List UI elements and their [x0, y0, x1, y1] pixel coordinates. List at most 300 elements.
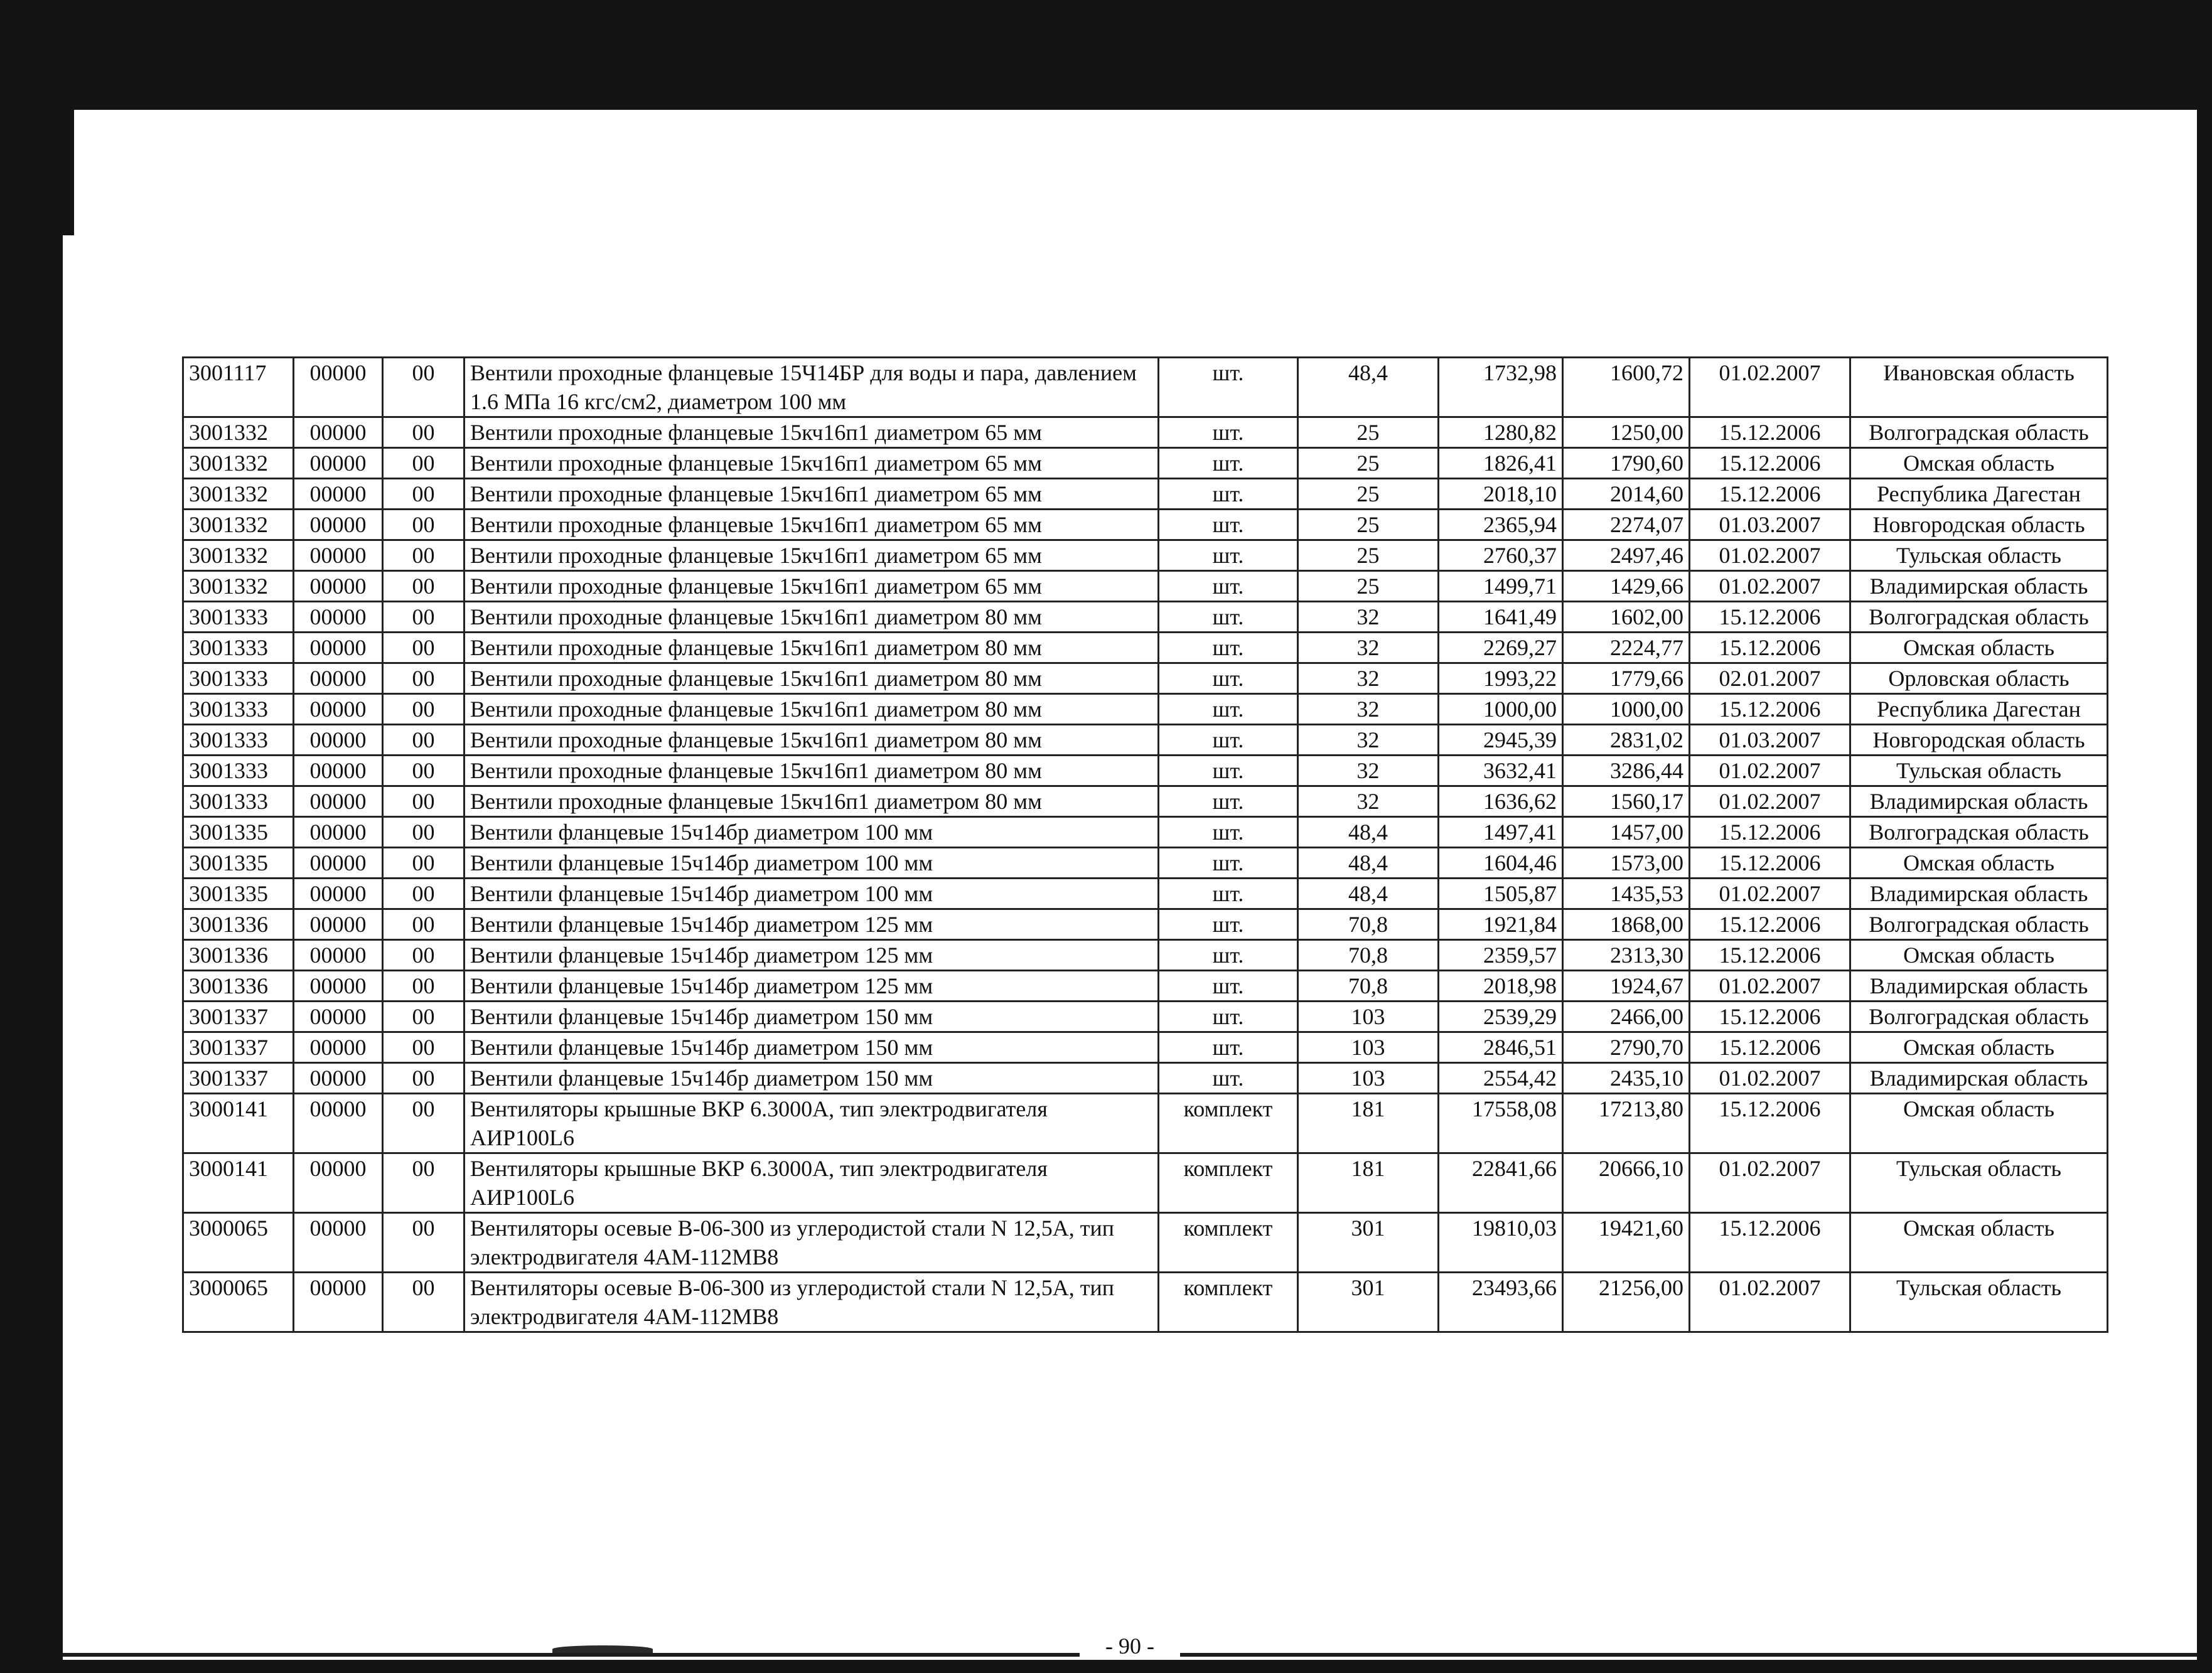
cell-region: Владимирская область: [1850, 1063, 2108, 1094]
table-row: [183, 633, 2108, 663]
cell-weight: 48,4: [1298, 848, 1439, 879]
cell-code: 3001336: [183, 971, 294, 1002]
cell-description: Вентили проходные фланцевые 15кч16п1 диаметром 65 мм: [464, 479, 1159, 510]
cell-subcode: 00000: [294, 909, 383, 940]
cell-variant: 00: [383, 448, 464, 479]
cell-description: Вентиляторы крышные ВКР 6.3000А, тип электродвигателя АИР100L6: [464, 1094, 1159, 1153]
cell-price: 2831,02: [1563, 725, 1690, 756]
cell-variant: 00: [383, 633, 464, 663]
cell-unit: шт.: [1159, 940, 1298, 971]
cell-region: Волгоградская область: [1850, 817, 2108, 848]
cell-date: 01.02.2007: [1690, 540, 1850, 571]
cell-variant: 00: [383, 571, 464, 602]
page-number: - 90 -: [1080, 1633, 1180, 1659]
cell-price-with-vat: 1993,22: [1439, 663, 1563, 694]
cell-description: Вентили проходные фланцевые 15кч16п1 диаметром 80 мм: [464, 602, 1159, 633]
cell-code: 3001117: [183, 358, 294, 417]
cell-variant: 00: [383, 725, 464, 756]
cell-date: 15.12.2006: [1690, 909, 1850, 940]
cell-weight: 25: [1298, 448, 1439, 479]
cell-price: 2274,07: [1563, 510, 1690, 540]
cell-region: Омская область: [1850, 940, 2108, 971]
cell-price-with-vat: 19810,03: [1439, 1213, 1563, 1273]
cell-weight: 25: [1298, 540, 1439, 571]
cell-unit: шт.: [1159, 725, 1298, 756]
cell-variant: 00: [383, 1273, 464, 1332]
cell-code: 3001333: [183, 756, 294, 786]
cell-description: Вентили проходные фланцевые 15кч16п1 диаметром 65 мм: [464, 540, 1159, 571]
cell-price: 1435,53: [1563, 879, 1690, 909]
cell-subcode: 00000: [294, 1032, 383, 1063]
cell-weight: 25: [1298, 417, 1439, 448]
cell-description: Вентиляторы крышные ВКР 6.3000А, тип электродвигателя АИР100L6: [464, 1153, 1159, 1213]
cell-date: 01.02.2007: [1690, 879, 1850, 909]
cell-variant: 00: [383, 817, 464, 848]
cell-subcode: 00000: [294, 1094, 383, 1153]
cell-weight: 70,8: [1298, 909, 1439, 940]
cell-weight: 48,4: [1298, 817, 1439, 848]
cell-weight: 103: [1298, 1032, 1439, 1063]
table-row: [183, 1063, 2108, 1094]
cell-price: 1779,66: [1563, 663, 1690, 694]
table-row: [183, 358, 2108, 417]
cell-subcode: 00000: [294, 510, 383, 540]
cell-unit: шт.: [1159, 448, 1298, 479]
cell-region: Волгоградская область: [1850, 1002, 2108, 1032]
cell-price-with-vat: 2554,42: [1439, 1063, 1563, 1094]
cell-price-with-vat: 2365,94: [1439, 510, 1563, 540]
cell-region: Тульская область: [1850, 1273, 2108, 1332]
table-row: [183, 1213, 2108, 1273]
cell-region: Омская область: [1850, 1094, 2108, 1153]
cell-region: Ивановская область: [1850, 358, 2108, 417]
cell-variant: 00: [383, 510, 464, 540]
cell-price-with-vat: 2359,57: [1439, 940, 1563, 971]
cell-price: 1250,00: [1563, 417, 1690, 448]
cell-description: Вентили фланцевые 15ч14бр диаметром 100 мм: [464, 848, 1159, 879]
cell-price: 1868,00: [1563, 909, 1690, 940]
cell-weight: 25: [1298, 479, 1439, 510]
cell-date: 01.02.2007: [1690, 1063, 1850, 1094]
cell-unit: шт.: [1159, 1063, 1298, 1094]
cell-variant: 00: [383, 786, 464, 817]
cell-price: 1429,66: [1563, 571, 1690, 602]
cell-date: 02.01.2007: [1690, 663, 1850, 694]
cell-subcode: 00000: [294, 417, 383, 448]
cell-price-with-vat: 2760,37: [1439, 540, 1563, 571]
cell-code: 3001332: [183, 540, 294, 571]
cell-code: 3001332: [183, 417, 294, 448]
cell-description: Вентили фланцевые 15ч14бр диаметром 150 мм: [464, 1032, 1159, 1063]
cell-code: 3000141: [183, 1094, 294, 1153]
cell-description: Вентили проходные фланцевые 15кч16п1 диаметром 65 мм: [464, 571, 1159, 602]
cell-weight: 25: [1298, 571, 1439, 602]
table-row: [183, 417, 2108, 448]
cell-description: Вентили проходные фланцевые 15кч16п1 диаметром 80 мм: [464, 694, 1159, 725]
cell-price: 1000,00: [1563, 694, 1690, 725]
table-row: [183, 694, 2108, 725]
cell-description: Вентили проходные фланцевые 15кч16п1 диаметром 80 мм: [464, 663, 1159, 694]
cell-date: 15.12.2006: [1690, 1094, 1850, 1153]
cell-date: 01.03.2007: [1690, 510, 1850, 540]
cell-date: 15.12.2006: [1690, 1002, 1850, 1032]
cell-subcode: 00000: [294, 817, 383, 848]
cell-date: 01.02.2007: [1690, 1273, 1850, 1332]
cell-unit: шт.: [1159, 971, 1298, 1002]
cell-description: Вентили фланцевые 15ч14бр диаметром 125 мм: [464, 940, 1159, 971]
cell-date: 01.02.2007: [1690, 1153, 1850, 1213]
cell-code: 3001332: [183, 571, 294, 602]
cell-date: 01.02.2007: [1690, 971, 1850, 1002]
cell-price: 19421,60: [1563, 1213, 1690, 1273]
table-row: [183, 756, 2108, 786]
cell-region: Тульская область: [1850, 756, 2108, 786]
cell-price: 1560,17: [1563, 786, 1690, 817]
cell-price-with-vat: 1921,84: [1439, 909, 1563, 940]
cell-region: Волгоградская область: [1850, 602, 2108, 633]
cell-weight: 32: [1298, 756, 1439, 786]
cell-description: Вентили проходные фланцевые 15кч16п1 диаметром 80 мм: [464, 756, 1159, 786]
cell-code: 3001333: [183, 663, 294, 694]
cell-region: Владимирская область: [1850, 571, 2108, 602]
cell-region: Волгоградская область: [1850, 417, 2108, 448]
cell-subcode: 00000: [294, 479, 383, 510]
cell-price: 1790,60: [1563, 448, 1690, 479]
cell-description: Вентиляторы осевые В-06-300 из углеродистой стали N 12,5А, тип электродвигателя 4АМ-112МВ8: [464, 1273, 1159, 1332]
cell-variant: 00: [383, 479, 464, 510]
table-row: [183, 817, 2108, 848]
cell-subcode: 00000: [294, 694, 383, 725]
cell-description: Вентили фланцевые 15ч14бр диаметром 100 мм: [464, 817, 1159, 848]
table-row: [183, 909, 2108, 940]
cell-region: Волгоградская область: [1850, 909, 2108, 940]
cell-unit: шт.: [1159, 817, 1298, 848]
cell-subcode: 00000: [294, 358, 383, 417]
cell-variant: 00: [383, 848, 464, 879]
cell-price: 2224,77: [1563, 633, 1690, 663]
table-row: [183, 725, 2108, 756]
cell-price-with-vat: 2018,98: [1439, 971, 1563, 1002]
cell-unit: шт.: [1159, 909, 1298, 940]
table-row: [183, 479, 2108, 510]
cell-price: 21256,00: [1563, 1273, 1690, 1332]
table-row: [183, 1273, 2108, 1332]
cell-code: 3001335: [183, 848, 294, 879]
table-row: [183, 786, 2108, 817]
cell-subcode: 00000: [294, 448, 383, 479]
cell-unit: шт.: [1159, 663, 1298, 694]
cell-weight: 301: [1298, 1273, 1439, 1332]
price-table: [182, 356, 2108, 1333]
cell-price-with-vat: 2846,51: [1439, 1032, 1563, 1063]
table-row: [183, 510, 2108, 540]
cell-description: Вентиляторы осевые В-06-300 из углеродистой стали N 12,5А, тип электродвигателя 4АМ-112МВ8: [464, 1213, 1159, 1273]
cell-variant: 00: [383, 663, 464, 694]
cell-subcode: 00000: [294, 756, 383, 786]
cell-unit: шт.: [1159, 1032, 1298, 1063]
cell-price-with-vat: 1604,46: [1439, 848, 1563, 879]
cell-price: 17213,80: [1563, 1094, 1690, 1153]
cell-weight: 103: [1298, 1002, 1439, 1032]
cell-code: 3001332: [183, 448, 294, 479]
cell-subcode: 00000: [294, 848, 383, 879]
cell-date: 15.12.2006: [1690, 848, 1850, 879]
cell-description: Вентили проходные фланцевые 15кч16п1 диаметром 65 мм: [464, 417, 1159, 448]
cell-region: Омская область: [1850, 633, 2108, 663]
scan-border-right: [2197, 0, 2212, 1673]
cell-description: Вентили проходные фланцевые 15кч16п1 диаметром 65 мм: [464, 510, 1159, 540]
cell-weight: 32: [1298, 663, 1439, 694]
cell-unit: шт.: [1159, 358, 1298, 417]
cell-price-with-vat: 17558,08: [1439, 1094, 1563, 1153]
cell-unit: шт.: [1159, 479, 1298, 510]
cell-price-with-vat: 1000,00: [1439, 694, 1563, 725]
cell-region: Омская область: [1850, 848, 2108, 879]
cell-unit: шт.: [1159, 417, 1298, 448]
cell-unit: шт.: [1159, 510, 1298, 540]
cell-unit: шт.: [1159, 602, 1298, 633]
cell-price-with-vat: 1505,87: [1439, 879, 1563, 909]
cell-description: Вентили проходные фланцевые 15Ч14БР для воды и пара, давлением 1.6 МПа 16 кгс/см2, диаметром 100 мм: [464, 358, 1159, 417]
cell-variant: 00: [383, 1213, 464, 1273]
cell-price: 1573,00: [1563, 848, 1690, 879]
cell-weight: 48,4: [1298, 879, 1439, 909]
cell-code: 3000065: [183, 1213, 294, 1273]
cell-date: 15.12.2006: [1690, 479, 1850, 510]
cell-code: 3001337: [183, 1002, 294, 1032]
table-row: [183, 1094, 2108, 1153]
page-edge-shadow: [63, 110, 74, 235]
cell-price: 2014,60: [1563, 479, 1690, 510]
cell-code: 3001332: [183, 479, 294, 510]
cell-code: 3001333: [183, 633, 294, 663]
table-row: [183, 879, 2108, 909]
cell-region: Омская область: [1850, 1032, 2108, 1063]
cell-weight: 301: [1298, 1213, 1439, 1273]
cell-description: Вентили проходные фланцевые 15кч16п1 диаметром 80 мм: [464, 725, 1159, 756]
cell-variant: 00: [383, 879, 464, 909]
cell-region: Тульская область: [1850, 1153, 2108, 1213]
cell-price-with-vat: 2269,27: [1439, 633, 1563, 663]
table-row: [183, 663, 2108, 694]
cell-date: 15.12.2006: [1690, 940, 1850, 971]
cell-unit: шт.: [1159, 540, 1298, 571]
cell-subcode: 00000: [294, 571, 383, 602]
cell-date: 15.12.2006: [1690, 602, 1850, 633]
cell-price: 3286,44: [1563, 756, 1690, 786]
table-row: [183, 848, 2108, 879]
table-row: [183, 940, 2108, 971]
cell-subcode: 00000: [294, 540, 383, 571]
cell-price: 1600,72: [1563, 358, 1690, 417]
cell-price-with-vat: 1499,71: [1439, 571, 1563, 602]
cell-price-with-vat: 1497,41: [1439, 817, 1563, 848]
cell-price-with-vat: 1280,82: [1439, 417, 1563, 448]
cell-price-with-vat: 22841,66: [1439, 1153, 1563, 1213]
cell-price: 2790,70: [1563, 1032, 1690, 1063]
cell-price-with-vat: 2018,10: [1439, 479, 1563, 510]
cell-subcode: 00000: [294, 663, 383, 694]
cell-weight: 32: [1298, 725, 1439, 756]
cell-region: Республика Дагестан: [1850, 479, 2108, 510]
cell-price: 1924,67: [1563, 971, 1690, 1002]
cell-subcode: 00000: [294, 1213, 383, 1273]
cell-description: Вентили фланцевые 15ч14бр диаметром 100 мм: [464, 879, 1159, 909]
cell-weight: 32: [1298, 633, 1439, 663]
cell-subcode: 00000: [294, 725, 383, 756]
cell-subcode: 00000: [294, 602, 383, 633]
cell-code: 3001333: [183, 602, 294, 633]
cell-weight: 48,4: [1298, 358, 1439, 417]
cell-description: Вентили фланцевые 15ч14бр диаметром 125 мм: [464, 971, 1159, 1002]
cell-weight: 25: [1298, 510, 1439, 540]
cell-code: 3000141: [183, 1153, 294, 1213]
scan-border-left: [0, 0, 69, 1673]
cell-subcode: 00000: [294, 633, 383, 663]
table-row: [183, 1002, 2108, 1032]
cell-code: 3001333: [183, 725, 294, 756]
cell-price: 2497,46: [1563, 540, 1690, 571]
cell-subcode: 00000: [294, 879, 383, 909]
cell-region: Владимирская область: [1850, 879, 2108, 909]
cell-weight: 181: [1298, 1153, 1439, 1213]
cell-variant: 00: [383, 694, 464, 725]
cell-date: 15.12.2006: [1690, 633, 1850, 663]
cell-variant: 00: [383, 1002, 464, 1032]
cell-region: Владимирская область: [1850, 971, 2108, 1002]
cell-unit: комплект: [1159, 1273, 1298, 1332]
cell-variant: 00: [383, 756, 464, 786]
cell-variant: 00: [383, 602, 464, 633]
cell-variant: 00: [383, 1094, 464, 1153]
cell-date: 15.12.2006: [1690, 694, 1850, 725]
cell-price-with-vat: 1636,62: [1439, 786, 1563, 817]
cell-price-with-vat: 2539,29: [1439, 1002, 1563, 1032]
cell-subcode: 00000: [294, 1063, 383, 1094]
cell-code: 3001336: [183, 940, 294, 971]
table-row: [183, 602, 2108, 633]
cell-unit: шт.: [1159, 694, 1298, 725]
cell-weight: 70,8: [1298, 971, 1439, 1002]
cell-price: 1457,00: [1563, 817, 1690, 848]
cell-price-with-vat: 1826,41: [1439, 448, 1563, 479]
cell-code: 3001332: [183, 510, 294, 540]
cell-price: 1602,00: [1563, 602, 1690, 633]
cell-code: 3000065: [183, 1273, 294, 1332]
cell-description: Вентили фланцевые 15ч14бр диаметром 150 мм: [464, 1002, 1159, 1032]
cell-unit: шт.: [1159, 571, 1298, 602]
cell-price-with-vat: 3632,41: [1439, 756, 1563, 786]
cell-description: Вентили фланцевые 15ч14бр диаметром 125 мм: [464, 909, 1159, 940]
cell-region: Республика Дагестан: [1850, 694, 2108, 725]
cell-region: Владимирская область: [1850, 786, 2108, 817]
cell-unit: комплект: [1159, 1094, 1298, 1153]
cell-weight: 32: [1298, 694, 1439, 725]
cell-price-with-vat: 23493,66: [1439, 1273, 1563, 1332]
cell-code: 3001333: [183, 694, 294, 725]
scan-border-top: [0, 0, 2212, 119]
cell-variant: 00: [383, 909, 464, 940]
cell-region: Омская область: [1850, 448, 2108, 479]
cell-variant: 00: [383, 940, 464, 971]
table-row: [183, 1032, 2108, 1063]
cell-weight: 181: [1298, 1094, 1439, 1153]
cell-unit: шт.: [1159, 1002, 1298, 1032]
cell-price-with-vat: 1641,49: [1439, 602, 1563, 633]
cell-code: 3001336: [183, 909, 294, 940]
cell-variant: 00: [383, 1063, 464, 1094]
cell-price-with-vat: 1732,98: [1439, 358, 1563, 417]
cell-unit: шт.: [1159, 848, 1298, 879]
cell-price-with-vat: 2945,39: [1439, 725, 1563, 756]
cell-date: 15.12.2006: [1690, 1032, 1850, 1063]
cell-price: 2313,30: [1563, 940, 1690, 971]
cell-weight: 70,8: [1298, 940, 1439, 971]
cell-weight: 103: [1298, 1063, 1439, 1094]
cell-unit: комплект: [1159, 1213, 1298, 1273]
cell-variant: 00: [383, 358, 464, 417]
cell-date: 15.12.2006: [1690, 448, 1850, 479]
table-row: [183, 540, 2108, 571]
cell-price: 2435,10: [1563, 1063, 1690, 1094]
table-row: [183, 971, 2108, 1002]
cell-code: 3001335: [183, 879, 294, 909]
cell-weight: 32: [1298, 602, 1439, 633]
table-row: [183, 448, 2108, 479]
cell-unit: шт.: [1159, 879, 1298, 909]
cell-variant: 00: [383, 1153, 464, 1213]
cell-date: 15.12.2006: [1690, 817, 1850, 848]
cell-subcode: 00000: [294, 786, 383, 817]
cell-unit: шт.: [1159, 786, 1298, 817]
cell-subcode: 00000: [294, 1002, 383, 1032]
scan-border-bottom: [0, 1660, 2212, 1673]
cell-price: 2466,00: [1563, 1002, 1690, 1032]
scan-smudge: [552, 1645, 653, 1653]
cell-unit: шт.: [1159, 756, 1298, 786]
cell-description: Вентили проходные фланцевые 15кч16п1 диаметром 65 мм: [464, 448, 1159, 479]
cell-variant: 00: [383, 540, 464, 571]
cell-variant: 00: [383, 417, 464, 448]
cell-code: 3001337: [183, 1063, 294, 1094]
cell-description: Вентили проходные фланцевые 15кч16п1 диаметром 80 мм: [464, 633, 1159, 663]
cell-weight: 32: [1298, 786, 1439, 817]
cell-region: Новгородская область: [1850, 725, 2108, 756]
cell-date: 15.12.2006: [1690, 417, 1850, 448]
cell-unit: комплект: [1159, 1153, 1298, 1213]
cell-date: 01.02.2007: [1690, 571, 1850, 602]
cell-variant: 00: [383, 1032, 464, 1063]
cell-region: Омская область: [1850, 1213, 2108, 1273]
cell-subcode: 00000: [294, 940, 383, 971]
table-row: [183, 571, 2108, 602]
cell-date: 01.02.2007: [1690, 786, 1850, 817]
cell-subcode: 00000: [294, 1153, 383, 1213]
cell-unit: шт.: [1159, 633, 1298, 663]
cell-price: 20666,10: [1563, 1153, 1690, 1213]
cell-date: 01.02.2007: [1690, 358, 1850, 417]
cell-code: 3001333: [183, 786, 294, 817]
cell-code: 3001337: [183, 1032, 294, 1063]
cell-variant: 00: [383, 971, 464, 1002]
cell-date: 15.12.2006: [1690, 1213, 1850, 1273]
cell-region: Тульская область: [1850, 540, 2108, 571]
cell-region: Новгородская область: [1850, 510, 2108, 540]
cell-subcode: 00000: [294, 1273, 383, 1332]
cell-description: Вентили проходные фланцевые 15кч16п1 диаметром 80 мм: [464, 786, 1159, 817]
cell-date: 01.03.2007: [1690, 725, 1850, 756]
cell-region: Орловская область: [1850, 663, 2108, 694]
